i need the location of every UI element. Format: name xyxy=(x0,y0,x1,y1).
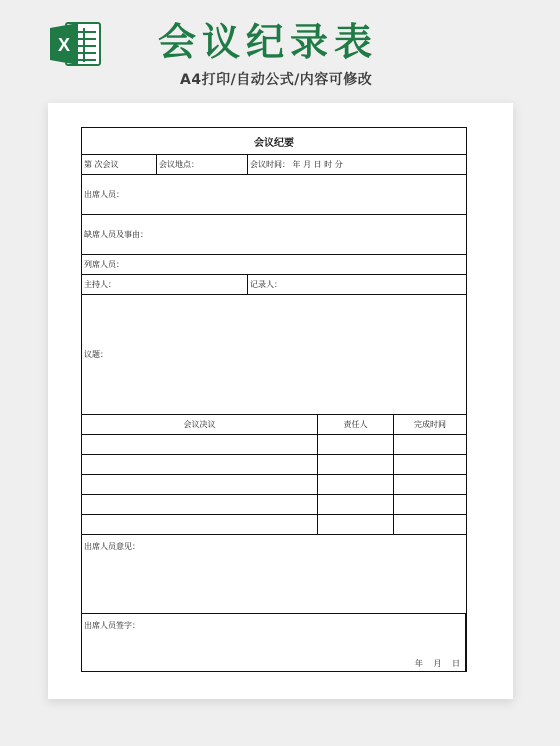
excel-badge-letter: X xyxy=(57,35,71,55)
signatures-row xyxy=(82,614,466,671)
deadline-cell[interactable] xyxy=(394,455,466,474)
deadline-cell[interactable] xyxy=(394,475,466,494)
resolution-cell[interactable] xyxy=(82,475,318,494)
responsible-cell[interactable] xyxy=(318,515,394,534)
responsible-cell[interactable] xyxy=(318,495,394,514)
form-title: 会议纪要 xyxy=(254,137,294,149)
attendees-field[interactable]: 出席人员： xyxy=(84,190,124,199)
host-field[interactable]: 主持人： xyxy=(82,275,248,294)
absentees-row xyxy=(82,215,466,255)
meeting-number-field[interactable]: 第 次会议 xyxy=(82,155,157,174)
observers-row xyxy=(82,255,466,275)
signatures-field[interactable]: 出席人员签字： xyxy=(82,614,466,671)
topics-field[interactable]: 议题： xyxy=(84,350,108,359)
host-recorder-row xyxy=(82,275,466,295)
deadline-cell[interactable] xyxy=(394,495,466,514)
resolution-cell[interactable] xyxy=(82,495,318,514)
meeting-minutes-form xyxy=(81,127,467,672)
absentees-field[interactable]: 缺席人员及事由： xyxy=(84,230,148,239)
responsible-column-header: 责任人 xyxy=(318,415,394,434)
paper-sheet xyxy=(48,103,513,699)
resolution-row xyxy=(82,435,466,455)
meeting-time-field[interactable]: 会议时间： 年 月 日 时 分 xyxy=(250,160,343,169)
resolution-cell[interactable] xyxy=(82,435,318,454)
deadline-cell[interactable] xyxy=(394,435,466,454)
meeting-location-field[interactable]: 会议地点： xyxy=(157,155,248,174)
deadline-cell[interactable] xyxy=(394,515,466,534)
topics-row xyxy=(82,295,466,415)
resolution-cell[interactable] xyxy=(82,515,318,534)
page-header xyxy=(0,0,560,100)
excel-icon xyxy=(48,20,102,68)
resolution-row xyxy=(82,495,466,515)
meeting-info-row xyxy=(82,155,466,175)
resolution-row xyxy=(82,475,466,495)
sign-date[interactable]: 年 月 日 xyxy=(414,659,460,668)
opinions-row xyxy=(82,535,466,614)
responsible-cell[interactable] xyxy=(318,455,394,474)
opinions-field[interactable]: 出席人员意见： xyxy=(84,542,140,551)
resolution-row xyxy=(82,455,466,475)
responsible-cell[interactable] xyxy=(318,475,394,494)
attendees-row xyxy=(82,175,466,215)
resolution-cell[interactable] xyxy=(82,455,318,474)
resolution-row xyxy=(82,515,466,535)
responsible-cell[interactable] xyxy=(318,435,394,454)
resolutions-header-row xyxy=(82,415,466,435)
recorder-field[interactable]: 记录人： xyxy=(250,280,282,289)
page-subtitle: A4打印/自动公式/内容可修改 xyxy=(180,72,373,88)
deadline-column-header: 完成时间 xyxy=(414,420,446,429)
form-title-row xyxy=(82,128,466,155)
observers-field[interactable]: 列席人员： xyxy=(84,260,124,269)
resolution-column-header: 会议决议 xyxy=(82,415,318,434)
page-title: 会议纪录表 xyxy=(158,20,379,64)
